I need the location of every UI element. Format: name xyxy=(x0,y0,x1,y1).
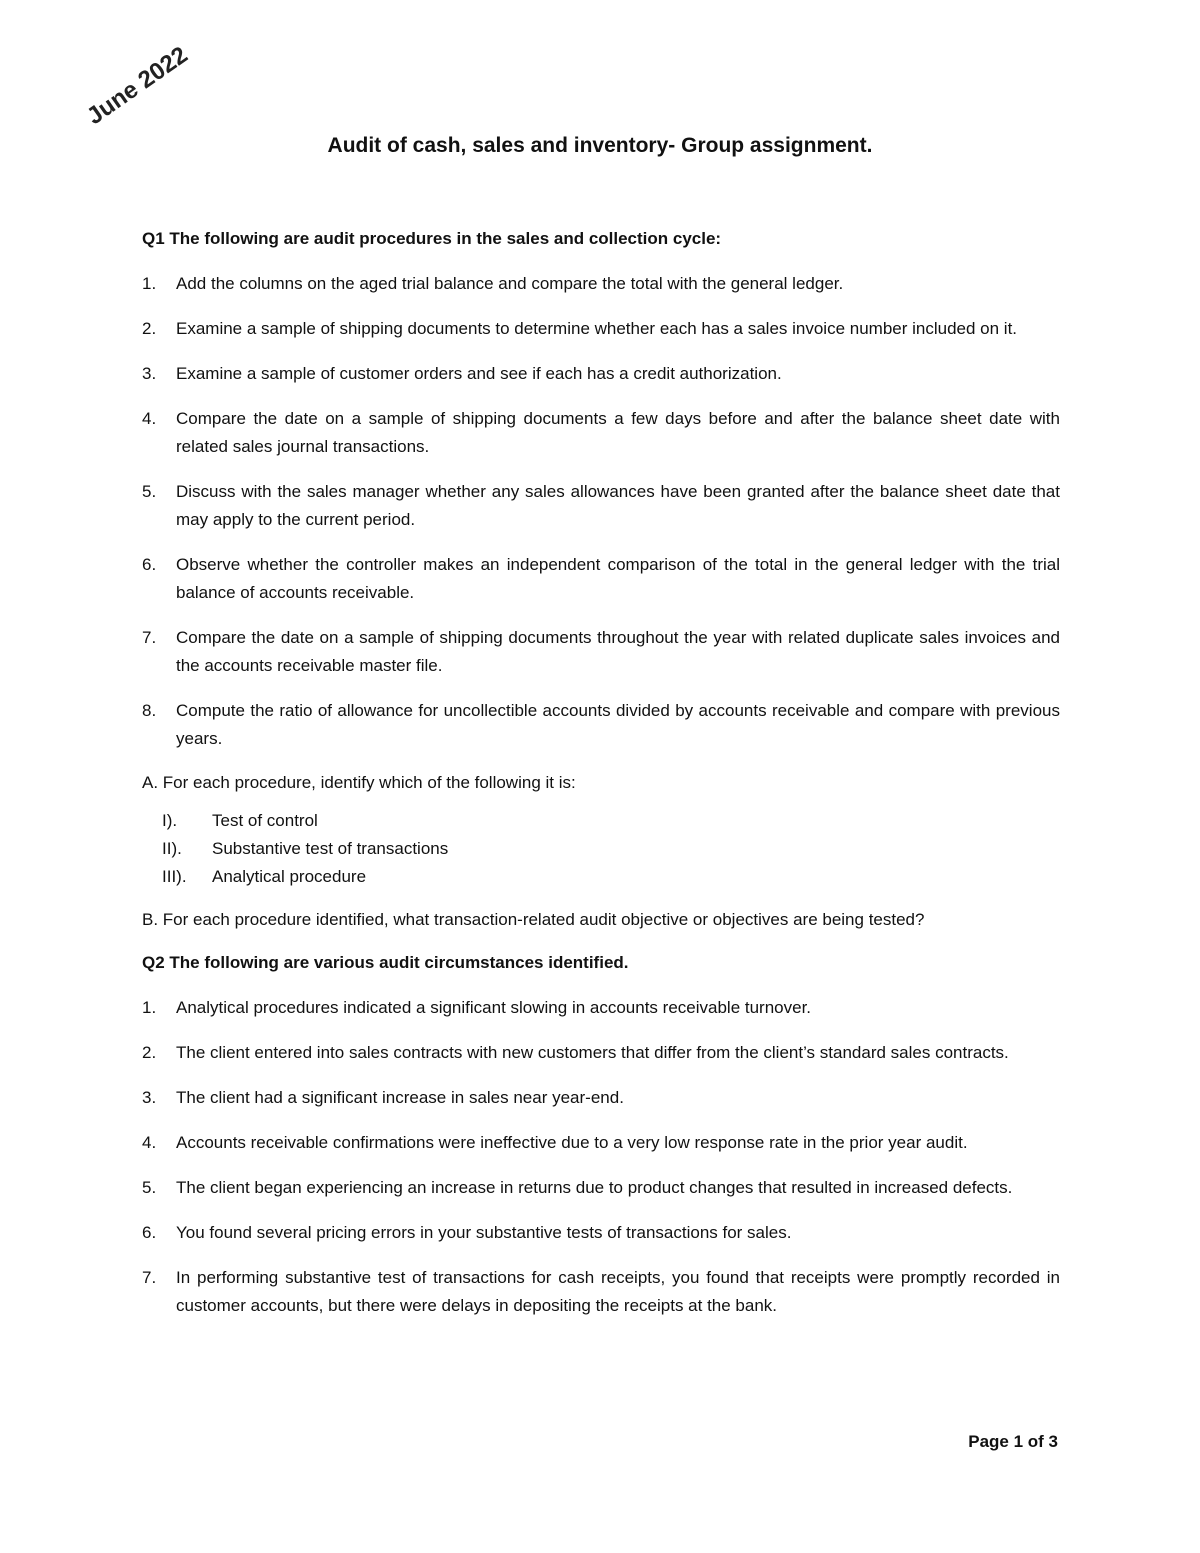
q1-heading: Q1 The following are audit procedures in the sales and collection cycle: xyxy=(142,229,722,248)
list-item: 6. You found several pricing errors in your substantive tests of transactions for sales. xyxy=(142,1223,792,1242)
page-number: Page 1 of 3 xyxy=(968,1432,1058,1451)
list-item: 7. Compare the date on a sample of shipping documents throughout the year with related duplicate sales invoices and the accounts receivable master file. xyxy=(142,628,1060,675)
document-body xyxy=(142,226,1060,1337)
list-item: 5. Discuss with the sales manager whether any sales allowances have been granted after the balance sheet date that may apply to the current period. xyxy=(142,482,1060,529)
q1-list xyxy=(142,270,1060,753)
procedure-options xyxy=(142,807,1060,891)
part-b-prompt: B. For each procedure identified, what transaction-related audit objective or objectives are being tested? xyxy=(142,910,925,929)
option-item: II). Substantive test of transactions xyxy=(162,839,449,858)
list-item: 5. The client began experiencing an increase in returns due to product changes that resulted in increased defects. xyxy=(142,1178,1013,1197)
list-item: 3. The client had a significant increase in sales near year-end. xyxy=(142,1088,624,1107)
date-stamp: June 2022 xyxy=(82,41,193,131)
part-a-prompt: A. For each procedure, identify which of the following it is: xyxy=(142,773,576,792)
list-item: 3. Examine a sample of customer orders and see if each has a credit authorization. xyxy=(142,364,782,383)
option-item: III). Analytical procedure xyxy=(162,867,367,886)
q2-list xyxy=(142,994,1060,1320)
list-item: 2. The client entered into sales contracts with new customers that differ from the client’s standard sales contracts. xyxy=(142,1043,1009,1062)
option-item: I). Test of control xyxy=(162,811,318,830)
list-item: 1. Analytical procedures indicated a significant slowing in accounts receivable turnover. xyxy=(142,998,812,1017)
list-item: 4. Accounts receivable confirmations were ineffective due to a very low response rate in the prior year audit. xyxy=(142,1133,968,1152)
list-item: 8. Compute the ratio of allowance for uncollectible accounts divided by accounts receivable and compare with previous years. xyxy=(142,701,1060,748)
document-title: Audit of cash, sales and inventory- Group assignment. xyxy=(327,134,873,157)
list-item: 7. In performing substantive test of transactions for cash receipts, you found that receipts were promptly recorded in customer accounts, but there were delays in depositing the receipts at the bank. xyxy=(142,1268,1060,1315)
list-item: 6. Observe whether the controller makes an independent comparison of the total in the general ledger with the trial balance of accounts receivable. xyxy=(142,555,1060,602)
list-item: 2. Examine a sample of shipping documents to determine whether each has a sales invoice number included on it. xyxy=(142,319,1018,338)
list-item: 1. Add the columns on the aged trial balance and compare the total with the general ledger. xyxy=(142,274,844,293)
list-item: 4. Compare the date on a sample of shipping documents a few days before and after the balance sheet date with related sales journal transactions. xyxy=(142,409,1060,456)
q2-heading: Q2 The following are various audit circumstances identified. xyxy=(142,953,629,972)
